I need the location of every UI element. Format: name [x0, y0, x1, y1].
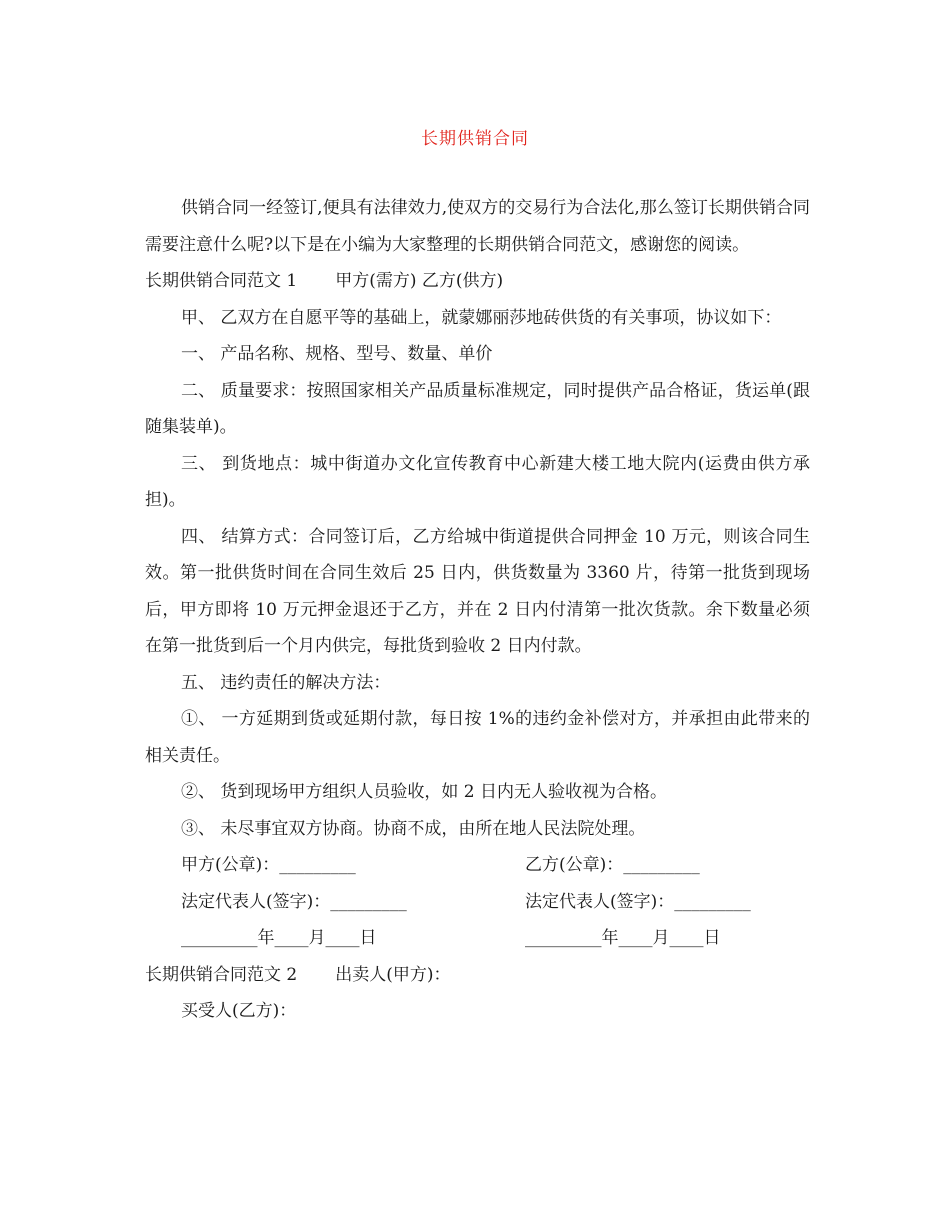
party-b-date: _________年____月____日	[525, 928, 721, 948]
clause-3: 三、 到货地点：城中街道办文化宣传教育中心新建大楼工地大院内(运费由供方承担)。	[145, 453, 810, 510]
party-a-date: _________年____月____日	[181, 928, 377, 948]
clause-5-item-3: ③、 未尽事宜双方协商。协商不成，由所在地人民法院处理。	[181, 818, 646, 839]
sample1-heading: 长期供销合同范文 1	[145, 271, 298, 291]
party-a-representative: 法定代表人(签字)：_________	[181, 891, 407, 912]
sample1-parties: 甲方(需方) 乙方(供方)	[335, 271, 504, 291]
clause-5: 五、 违约责任的解决方法：	[181, 672, 391, 693]
party-a-seal: 甲方(公章)：_________	[181, 855, 356, 875]
clause-5-item-2: ②、 货到现场甲方组织人员验收，如 2 日内无人验收视为合格。	[181, 782, 668, 802]
sample2-heading: 长期供销合同范文 2	[145, 964, 298, 985]
sample2-heading-line	[145, 957, 810, 994]
sample2-buyer: 买受人(乙方)：	[181, 1001, 297, 1021]
signature-row-date	[145, 920, 810, 957]
clause-4: 四、 结算方式：合同签订后，乙方给城中街道提供合同押金 10 万元，则该合同生效。第一批供货时间在合同生效后 25 日内，供货数量为 3360 片，待第一批货到现场后，甲方即将 10 万元押金退还于乙方，并在 2 日内付清第一批次货款。余下数量必须在第一批货到后一个月内供完，每批货到验收 2 日内付款。	[145, 526, 810, 656]
clause-2: 二、 质量要求：按照国家相关产品质量标准规定，同时提供产品合格证，货运单(跟随集装单)。	[145, 380, 810, 437]
clause-1: 一、 产品名称、规格、型号、数量、单价	[181, 344, 493, 364]
document-body	[145, 190, 810, 1030]
preamble-paragraph: 甲、 乙双方在自愿平等的基础上，就蒙娜丽莎地砖供货的有关事项，协议如下：	[181, 307, 782, 328]
party-b-seal: 乙方(公章)：_________	[525, 855, 700, 875]
document-title: 长期供销合同	[421, 129, 529, 149]
party-b-representative: 法定代表人(签字)：_________	[525, 891, 751, 912]
sample1-heading-line	[145, 263, 810, 300]
sample2-seller: 出卖人(甲方)：	[335, 964, 451, 985]
signature-row-representative	[145, 884, 810, 921]
clause-5-item-1: ①、 一方延期到货或延期付款，每日按 1%的违约金补偿对方，并承担由此带来的相关责任。	[145, 709, 810, 766]
intro-paragraph: 供销合同一经签订,便具有法律效力,使双方的交易行为合法化,那么签订长期供销合同需要注意什么呢?以下是在小编为大家整理的长期供销合同范文，感谢您的阅读。	[145, 198, 810, 255]
signature-row-seal	[145, 847, 810, 884]
